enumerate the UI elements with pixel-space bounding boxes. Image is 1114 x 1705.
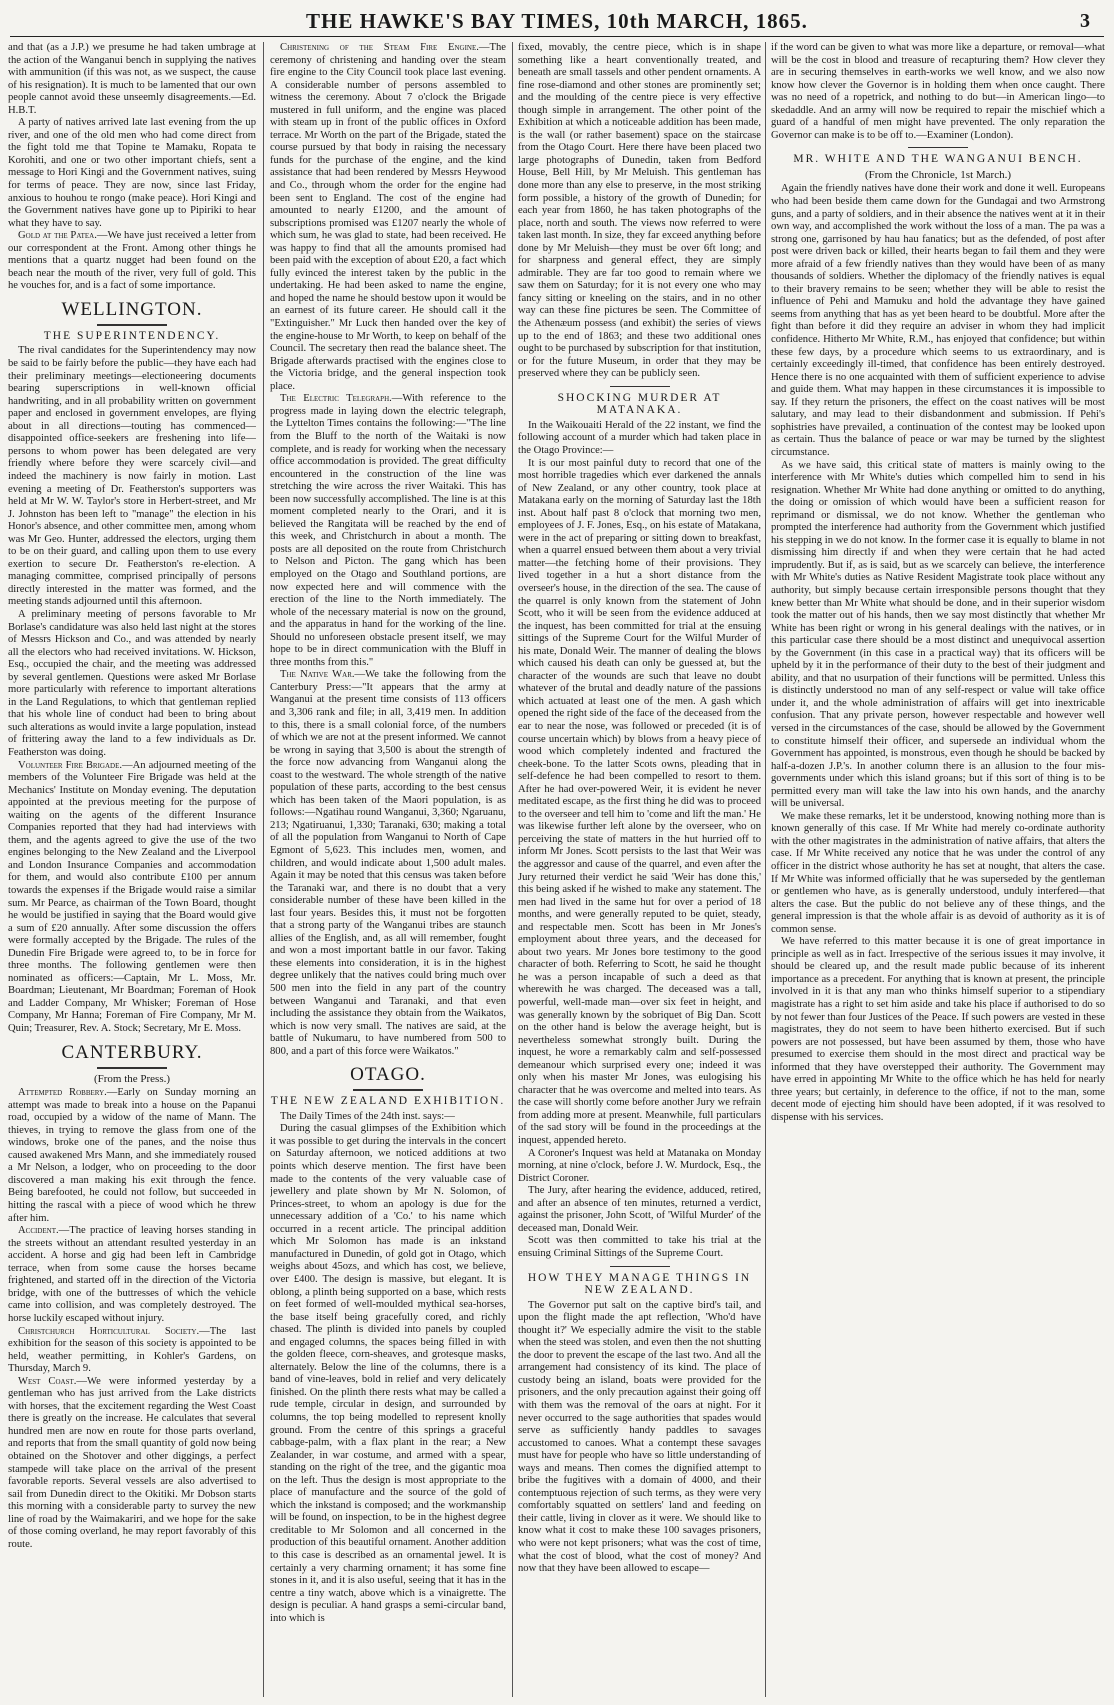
paragraph: We have referred to this matter because it is one of great importance in principle as well as in fact. Irrespective of the serious issues it may involve, it should be cleared up, and the result made public because of its inherent importance as a precedent. For anything that is known at present, the principle involved in it is that any man who thinks himself superior to a stipendiary magistrate has a right to set him aside and take his place if authorised to do so by not fewer than four Justices of the Peace. If such powers are vested in these magistrates, they do not seem to have been hitherto exercised. But if such powers are not possessed, but have been assumed by them, those who have presumed to exercise them should in the most direct and practical way be informed that they have overstepped their authority. The Government may have erred in appointing Mr White to the office which he has held for nearly three years; but certainly, in deference to the office, if not to the man, some decent mode of ejecting him should have been adopted, if it was resolved to dispense with his services. [771, 936, 1105, 1123]
paragraph [8, 1225, 256, 1325]
paragraph [8, 1326, 256, 1376]
section-heading-wellington: WELLINGTON. [8, 299, 256, 326]
paragraph-lead: The Electric Telegraph. [280, 393, 392, 405]
paragraph-lead: West Coast. [18, 1375, 77, 1387]
source-credit: (From the Press.) [93, 1072, 171, 1085]
paragraph: fixed, movably, the centre piece, which is in shape something like a heart conventionally treated, and beneath are small tassels and other pendent ornaments. A fine rose-diamond and other stones are prominently set; and the moulding of the centre piece is very effective though simple in arrangement. The other point of the Exhibition at which a noticeable addition has been made, is the wall (or rather basement) space on the staircase from the Otago Court. Here there have been placed two large photographs of Dunedin, taken from Bedford House, Bell Hill, by Mr Meluish. This gentleman has done more than any else to preserve, in the most striking form possible, a history of the growth of Dunedin; for each year from 1860, he has taken photographs of the place, north and south. The views now referred to were taken last month. In size, they far exceed anything before done by Mr Meluish—they must be over 6ft long; and for sharpness and general effect, they are simply admirable. They are far too good to remain where we saw them on Saturday; for it is not every one who may fancy sitting or kneeling on the stairs, and in no other way can these fine pictures be seen. The Committee of the Athenæum possess (and exhibit) the series of views up to the end of 1863; and these two additional ones ought to be purchased by subscription for that institution, or for the future Museum, in order that they may be preserved where they can be publicly seen. [518, 42, 761, 380]
column-2 [270, 42, 506, 1697]
paragraph-lead: Accident. [18, 1225, 59, 1237]
column-divider [263, 42, 264, 1697]
paragraph-body: —Early on Sunday morning an attempt was made to break into a house on the Papanui road, occupied by a widow of the name of Mann. The thieves, in trying to remove the glass from one of the windows, broke one of the panes, and the noise thus caused awakened Mrs Mann, and she immediately roused a Mr Nelson, a lodger, who on proceeding to the door discovered a man making his exit through the fence. Being barefooted, he could not follow, but succeeded in hitting the rascal with a piece of wood which he threw after him. [8, 1087, 256, 1224]
masthead [0, 0, 1114, 40]
paragraph [8, 1087, 256, 1225]
paragraph-body: —With reference to the progress made in laying down the electric telegraph, the Lyttelton Times contains the following:—"The line from the Bluff to the north of the Waitaki is now complete, and is ready for working when the necessary office accommodation is provided. The great difficulty encountered in the construction of the line was stretching the wire across the river Waitaki. This has been now successfully accomplished. The line is at this moment completed nearly to the Orari, and it is believed the Rangitata will be reached by the end of this week, and Christchurch in about a month. The posts are all deposited on the route from Christchurch to Nelson and Picton. The gang which has been employed on the Otago and Southland portions, are now expected here and will commence with the erection of the line to the North immediately. The whole of the necessary material is now on the ground, and the apparatus in hand for the working of the line. Should no unforeseen obstacle present itself, we may hope to be in direct communication with the Bluff in three months from this." [270, 393, 506, 668]
divider [610, 386, 670, 387]
paragraph-body: —The last exhibition for the season of this society is appointed to be held, weather permitting, in Kohler's Gardens, on Thursday, March 9. [8, 1325, 256, 1375]
divider [610, 1266, 670, 1267]
paragraph: The Jury, after hearing the evidence, adduced, retired, and after an absence of ten minutes, returned a verdict, against the prisoner, John Scott, of 'Wilful Murder' of the deceased man, Donald Weir. [518, 1185, 761, 1234]
paragraph-body: —We have just received a letter from our correspondent at the Front. Among other things he mentions that a quartz nugget had been found on the beach near the mouth of the river, very full of gold. This he vouches for, and is a fact of some importance. [8, 230, 256, 292]
paragraph: Scott was then committed to take his trial at the ensuing Criminal Sittings of the Supreme Court. [518, 1235, 761, 1259]
paragraph: A preliminary meeting of persons favorable to Mr Borlase's candidature was also held last night at the stores of Messrs Hickson and Co., and was attended by nearly all the electors who had received invitations. W. Hickson, Esq., occupied the chair, and the meeting was addressed by several gentlemen. Questions were asked Mr Borlase more particularly with reference to important alterations in the Land Regulations, to which that gentleman replied that his whole line of conduct had been to bring about such alterations as would invite a large population, instead of frittering away the land to a few individuals as Dr. Featherston was doing. [8, 608, 256, 758]
page-number: 3 [1080, 10, 1090, 32]
paragraph: The rival candidates for the Superintendency may now be said to be fairly before the public—they have each had their preliminary meetings—electioneering documents bearing superscriptions in well-known official handwriting, and in all probability written on government paper and enclosed in government envelopes, are flying about in all directions—touting has commenced—disappointed office-seekers are freshening into life—persons to whom power has been delegated are very friendly where before they were scarcely civil—and indeed the machinery is now fairly in motion. Last evening a meeting of Dr. Featherston's supporters was held at Mr W. W. Taylor's store in Herbert-street, and Mr J. Johnston has been left to "manage" the election in his Honor's absence, and other committee men, among whom was Mr Geo. Hunter, addressed the electors, urging them to be on their guard, and calling upon them to use every exertion to secure Dr. Featherston's re-election. A managing committee, comprised principally of persons directly interested in the matter was formed, and the meeting stands adjourned until this afternoon. [8, 345, 256, 608]
section-heading-canterbury: CANTERBURY. [8, 1042, 256, 1069]
paragraph-lead: Christchurch Horticultural Society. [18, 1325, 200, 1337]
paragraph: During the casual glimpses of the Exhibition which it was possible to get during the intervals in the concert on Saturday afternoon, we noticed additions at two points which deserve mention. The first have been made to the contents of the very valuable case of jewellery and plate shown by Mr N. Solomon, of Princes-street, to whom an apology is due for the unnecessary addition of a 'Co.' to his name which occurred in a recent article. The principal addition which Mr Solomon has made is an inkstand manufactured in Dunedin, of gold got in Otago, which weighs about 45ozs, and which has cost, we believe, over £400. The design is massive, but elegant. It is oblong, a plinth being supported on a base, which rests on feet formed of well-moulded mythical sea-horses, the base itself being gracefully cored, and richly chased. The plinth is divided into panels by coupled and engaged columns, the spaces being filled in with the golden fleece, corn-sheaves, and grotesque masks, alternately. Below the line of the columns, there is a band of vine-leaves, bold in relief and very delicately finished. On the plinth there rests what may be called a rude temple, circular in design, and surrounded by columns, the top being modelled to represent knolly ground. From the centre of this springs a graceful cabbage-palm, with a flax plant in the rear; a New Zealander, in war costume, and armed with a spear, standing on the right of the tree, and the gigantic moa on the left. Thus the design is most appropriate to the place of manufacture and the source of the gold of which the inkstand is composed; and the workmanship will be found, on inspection, to be in the highest degree creditable to Mr Solomon and all concerned in the production of this beautiful ornament. Another addition to this case is described as an ornamental jewel. It is certainly a very charming ornament; it has some fine stones in it, and it is also useful, seeing that it has in the centre a tiny watch, above which is a vinaigrette. The design is peculiar. A hand grasps a semi-circular band, into which is [270, 1123, 506, 1624]
subheading-superintendency: THE SUPERINTENDENCY. [43, 329, 221, 342]
paragraph-body: —We were informed yesterday by a gentleman who has just arrived from the Lake districts with horses, that the excitement regarding the West Coast there is greatly on the increase. He calculates that several hundred men are now en route for those parts overland, and reports that from the small quantity of gold now being obtained on the Shotover and other diggings, a perfect stampede will take place on the arrival of the present favorable reports. Several vessels are also advertised to sail from Dunedin direct to the Okitiki. Mr Dobson starts this morning with a considerable party to survey the new line of road by the Waimakariri, and we hope for the sake of those coming overland, he may report favorably of this route. [8, 1375, 256, 1550]
masthead-title: THE HAWKE'S BAY TIMES, 10th MARCH, 1865. [306, 9, 808, 33]
paragraph: and that (as a J.P.) we presume he had taken umbrage at the action of the Wanganui bench in supplying the natives with ammunition (if this was not, as we suspect, the cause of his resignation). It is much to be lamented that our own people cannot avoid these unseemly disagreements.—Ed. H.B.T. [8, 42, 256, 116]
paragraph [8, 760, 256, 1036]
paragraph: A party of natives arrived late last evening from the up river, and one of the old men who had come direct from the fight told me that Topine te Mamaku, Ropata te Korohiti, and one or two other important chiefs, sent a message to Hori Kingi and the Government natives, suing for terms of peace. They are now, since last Friday, anxious to houhou te rongo (make peace). Hori Kingi and the Government natives have gone up to Pipiriki to hear what they have to say. [8, 117, 256, 229]
masthead-rule [10, 36, 1104, 37]
paragraph: The Daily Times of the 24th inst. says:— [280, 1110, 455, 1122]
column-divider [512, 42, 513, 1697]
paragraph: A Coroner's Inquest was held at Matanaka on Monday morning, at nine o'clock, before J. W. Murdock, Esq., the District Coroner. [518, 1147, 761, 1184]
paragraph-body: —The ceremony of christening and handing over the steam fire engine to the City Council took place last evening. A considerable number of persons assembled to witness the ceremony. About 7 o'clock the Brigade mustered in full uniform, and the engine was placed with steam up in front of the public offices in Oxford terrace. Mr Worth on the part of the Brigade, stated the course pursued by that body in raising the necessary funds for the purchase of the engine, and the kind assistance that had been rendered by Messrs Heywood and Co., through whom the order for the engine had been sent to England. The cost of the engine had amounted to nearly £1200, and the amount of subscriptions promised was £1207 nearly the whole of which sum, he was glad to state, had been received. He was happy to find that all the amounts promised had been paid with the exception of about £20, a fact which fully evinced the interest taken by the public in the undertaking. He had been asked to name the engine, and hoped the name he should bestow upon it would be an earnest of its future career. He should call it the "Extinguisher." Mr Luck then handed over the key of the engine-house to Mr Worth, to keep on behalf of the Council. The secretary then read the balance sheet. The Brigade afterwards practised with the engines close to the Victoria bridge, and the general inspection took place. [270, 42, 506, 392]
paragraph-body: —An adjourned meeting of the members of the Volunteer Fire Brigade was held at the Mechanics' Institute on Monday evening. The deputation appointed at the previous meeting for the purpose of waiting on the agents of the different Insurance Companies reported that they had had interviews with them, and the agents agreed to give the use of the two engines belonging to the New Zealand and the Liverpool and London Insurance Companies and accommodation for them, and would also contribute £100 per annum towards the expenses if the Brigade would raise a similar sum. Mr Pearce, as chairman of the Town Board, thought he would be justified in saying that the Board would give a sum of £20 annually. After some discussion the offers were formally accepted by the Brigade. The rules of the Dunedin Fire Brigade were agreed to, to be in force for three months. The following gentlemen were then nominated as officers:—Captain, Mr L. Moss, Mr. Boardman; Lieutenant, Mr Boardman; Foreman of Hook and Ladder Company, Mr Whisker; Foreman of Hose Company, Mr Hanna; Foreman of Fire Company, Mr M. Quin; Treasurer, Rev. A. Stock; Secretary, Mr E. Moss. [8, 759, 256, 1035]
paragraph: As we have said, this critical state of matters is mainly owing to the interference with Mr White's duties which compelled him to send in his resignation. Whether Mr White had done anything or omitted to do anything, the doing or omission of which would have been a sufficient reason for reprimand or dismissal, we do not know. Whether the gentleman who prompted the interference had authority from the Government which justified his stepping in we do not know. In the former case it is equally to blame in not dismissing him directly if and when they were certain that he had acted imprudently. But if, as is said, but as we scarcely can believe, the interference with Mr White's duties as Native Resident Magistrate took place without any authority, but simply because certain irresponsible persons thought that they knew better than Mr White what should be done, and in their superior wisdom took the matter out of his hands, then we say most distinctly that whether Mr White has been right or wrong in his general dealings with the natives, or in this particular case there should be a most distinct and unequivocal assertion by the Government (in this case in a practical way) that its officers will be upheld by it in the performance of their duty to the best of their judgment and ability, and that no usurpation of their functions will be permitted. Unless this is distinctly understood no man of any self-respect or value will take office under it, and the whole administration of affairs will get into inextricable confusion. That any private person, however respectable and however well versed in the circumstances of the case, should be allowed by the Government to constitute himself their officer, and supersede an individual whom the Government has appointed, is monstrous, even though he should be backed by half-a-dozen J.P.'s. In another column there is an allusion to the four mis-governments under which this island groans; but if this sort of thing is to be permitted every man will take the law into his own hands, and the anarchy will be universal. [771, 459, 1105, 810]
paragraph-lead: Volunteer Fire Brigade. [18, 759, 123, 771]
column-3 [518, 42, 761, 1697]
column-divider [765, 42, 766, 1697]
paragraph [270, 393, 506, 669]
paragraph: It is our most painful duty to record that one of the most horrible tragedies which ever darkened the annals of New Zealand, or any other country, took place at Matakana early on the morning of Saturday last the 18th inst. About half past 8 o'clock that morning two men, employees of J. F. Jones, Esq., on his estate of Matakana, were in the act of preparing or sitting down to breakfast, when a quarrel ensued between them about a very trivial matter—the fetching home of their provisions. They lived together in a hut a short distance from the overseer's house, in the direction of the sea. The cause of the quarrel is only known from the statement of John Scott, who it will be seen from the evidence adduced at the inquest, has been committed for trial at the ensuing sittings of the Supreme Court for the Wilful Murder of his mate, Donald Weir. The manner of dealing the blows which caused his death can only be guessed at, but the character of the wounds are such that leave no doubt whatever of the brutal and deadly nature of the passions which actuated at least one of the men. A gash which opened the right side of the face of the deceased from the ear to near the nose, was followed or preceded (it is of course uncertain which) by blows from a heavy piece of wood which completely indented and fractured the cheek-bone. To the latter Scots owns, pleading that in self-defence he had been compelled to resort to them. After he had over-powered Weir, it is evident he never meditated escape, as the first thing he did was to proceed to the overseer and tell him to 'come and lift the man.' He was likewise further left alone by the overseer, who on perceiving the state of matters in the hut hurried off to inform Mr Jones. Scott persists to the last that Weir was the aggressor and cause of the quarrel, and even after the Jury returned their verdict he said 'Weir has done this,' this being asked if he wished to make any statement. The men had lived in the same hut for over a period of 18 months, and were generally reputed to be quiet, steady, and respectable men. Scott has been in Mr Jones's employment about three years, and the deceased for about two years. Mr Jones bore testimony to the good character of both. Referring to Scott, he said he thought he was a person incapable of such a deed as that wherewith he was charged. The deceased was a tall, powerful, well-made man—over six feet in height, and was generally known by the sobriquet of Big Dan. Scott on the other hand is below the average height, but is nevertheless somewhat strongly built. During the inquest, he wore a remarkably calm and self-possessed demeanour which surprised every one; indeed it was only when his master Mr Jones, was eulogising his character that he was overcome and melted into tears. As the case will shortly come before another Jury we refrain from adding more at present. Meanwhile, full particulars of the sad story will be found in the proceedings at the inquest, appended hereto. [518, 457, 761, 1147]
paragraph-lead: Gold at the Patea. [18, 230, 97, 242]
column-1 [8, 42, 256, 1697]
paragraph-body: —The practice of leaving horses standing in the streets without an attendant resulted yesterday in an accident. A horse and gig had been left in Cambridge terrace, when from some cause the horses became frightened, and started off in the direction of the Victoria bridge, with one of the buttresses of which the vehicle came into collision, and was completely destroyed. The horse luckily escaped without injury. [8, 1225, 256, 1324]
section-heading-otago: OTAGO. [270, 1064, 506, 1091]
paragraph: Again the friendly natives have done their work and done it well. Europeans who had been beside them came down for the Gundagai and two Armstrong guns, and a party of soldiers, and in their absence the natives went at it in their own way, and accomplished the work without the loss of a man. The pa was a strong one, garrisoned by hau hau fanatics; but as the defended, of post after post were driven back or killed, their hearts began to fail them and they were more afraid of a few friendly natives than they would have been of as many thousands of soldiers. Whether the diplomacy of the friendly natives is equal to their bravery remains to be seen; whether they will be able to resist the influence of Pehi and Mamuku and hold the advantage they have gained seems from anything that has as yet been heard to be doubtful. More after the fight than before it did they require an adviser in whom they had implicit confidence. Hitherto Mr White, R.M., has enjoyed that confidence; but within these few days, by a procedure which seems to us extraordinary, and is certainly exceedingly ill-timed, that confidence has been entirely destroyed. Hence there is no one acquainted with them of sufficient experience to advise and guide them. What may happen in these circumstances it is impossible to say. If they return the prisoners, the effect on the coast natives will be most salutary, and may lead to their disbandonment and submission. If Pehi's sophistries have prevailed, a continuation of the contest may be looked upon as certain. Thus the balance of peace or war may be turned by the slightest circumstance. [771, 183, 1105, 458]
paragraph-lead: The Native War. [280, 669, 355, 681]
paragraph-lead: Attempted Robbery. [18, 1087, 107, 1099]
paragraph [270, 669, 506, 1058]
subheading-exhibition: THE NEW ZEALAND EXHIBITION. [270, 1095, 506, 1108]
paragraph [8, 230, 256, 293]
column-4 [771, 42, 1105, 1697]
paragraph: The Governor put salt on the captive bird's tail, and upon the flight made the apt reflection, 'Who'd have thought it?' We especially admire the visit to the stable when the steed was stolen, and even then the not shutting the door to prevent the escape of the last two. And all the arrangement had consistency of its kind. The place of custody being an island, boats were provided for the prisoners, and the only precaution against their going off with them was the removal of the oars at night. For it never occurred to the sage authorities that spades would serve as sufficiently handy paddles to savages accustomed to canoes. What a contempt these savages must have for people who have so little understanding of ways and means. Then comes the dignified attempt to bribe the fugitives with a domain of 4000, and their contemptuous rejection of such terms, as they were very comfortably squatted on settlers' land and feeding on their cattle, living in clover as it were. We should like to know what it cost to make these 100 savages prisoners, who were not kept prisoners; what was the cost of time, what the cost of blood, what the cost of money? And now that they have been allowed to escape— [518, 1299, 761, 1575]
paragraph: In the Waikouaiti Herald of the 22 instant, we find the following account of a murder which had taken place in the Otago Province:— [518, 419, 761, 456]
paragraph [270, 42, 506, 393]
source-credit: (From the Chronicle, 1st March.) [864, 168, 1012, 181]
divider [908, 147, 968, 148]
subheading-manage-things: HOW THEY MANAGE THINGS IN NEW ZEALAND. [527, 1271, 752, 1297]
paragraph-body: —We take the following from the Canterbury Press:—"It appears that the army at Wanganui at the present time consists of 113 officers and 3,306 rank and file; in all, 3,419 men. In addition to this, there is a small colonial force, of the numbers of which we are not at the present informed. We cannot be wrong in saying that 3,500 is about the strength of the force now advancing from Wanganui along the coast to the westward. The whole strength of the native population of these parts, according to the best census which has been taken of the Maori population, is as follows:—Ngatihau round Wanganui, 3,360; Ngaruanu, 213; Ngatiruanui, 1,330; Taranaki, 630; making a total of all the population from Wanganui to North of Cape Egmont of 5,623. This includes men, women, and children, and would indicate about 1,500 adult males. Again it may be noted that this census was taken before the Taranaki war, and there is no doubt that a very considerable number of these have been killed in the last four years. Besides this, it must not be forgotten that a strong party of the Wanganui tribes are staunch allies of the English, and, as all will remember, fought and won a most important battle in our favor. Taking these elements into consideration, it is in the highest degree unlikely that the natives could bring much over 500 men into the field in any part of the country between Wanganui and Taranaki, and that even including the assistance they obtain from the Waikatos, which is now very small. The natives are said, at the battle of Nukumaru, to have numbered from 500 to 800, and a part of this force were Waikatos." [270, 669, 506, 1057]
subheading-murder: SHOCKING MURDER AT MATANAKA. [557, 391, 722, 417]
paragraph-lead: Christening of the Steam Fire Engine. [280, 42, 479, 53]
paragraph: We make these remarks, let it be understood, knowing nothing more than is known generally of this case. If Mr White had merely co-ordinate authority with the other magistrates in the administration of native affairs, that alters the case. If Mr White received any notice that he was under the control of any officer in the district whose authority he has set at nought, that alters the case. If Mr White was informed officially that he was superseded by the gentleman or gentlemen who have, as is generally understood, unduly interfered—that alters the case. But the public do not believe any of these things, and the general impression is that the whole affair is as devoid of authority as it is of common sense. [771, 810, 1105, 935]
paragraph [8, 1376, 256, 1552]
paragraph: if the word can be given to what was more like a departure, or removal—what will be the cost in blood and treasure of recapturing them? How clever they are in securing themselves in earth-works we well know, and we also now know how clever the Governor is in holding them when once caught. There was no need of a ropetrick, and nothing to do but—in American lingo—to skedaddle. And an army will now be required to repair the mischief which a guard of a handful of men might have prevented. The only reparation the Governor can make is to be off to.—Examiner (London). [771, 42, 1105, 141]
subheading-white-bench: MR. WHITE AND THE WANGANUI BENCH. [793, 153, 1083, 166]
